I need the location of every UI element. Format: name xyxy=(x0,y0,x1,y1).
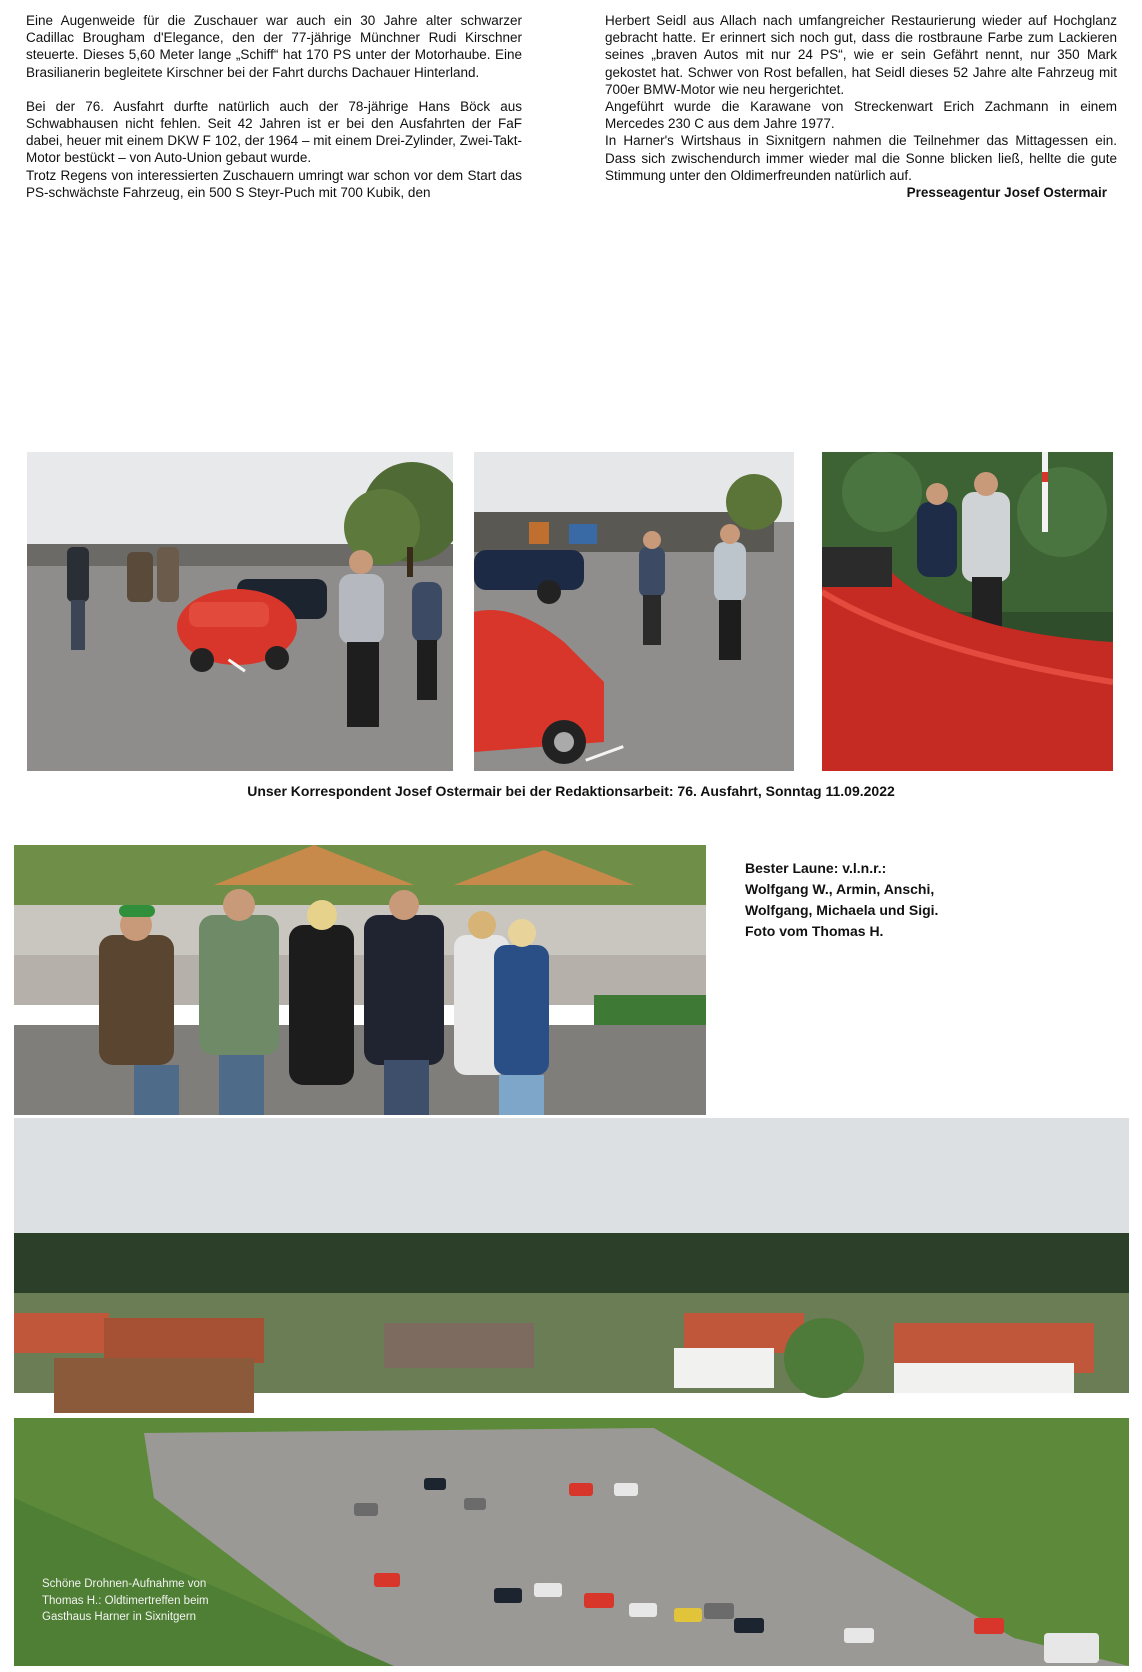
caption-line: Bester Laune: v.l.n.r.: xyxy=(745,860,887,876)
caption-line: Wolfgang W., Armin, Anschi, xyxy=(745,881,935,897)
photo-participants-by-car xyxy=(474,452,794,771)
photo-group-friends xyxy=(14,845,706,1115)
article-left-column xyxy=(26,12,522,201)
article-paragraph: Eine Augenweide für die Zuschauer war auch ein 30 Jahre alter schwarzer Cadillac Brougham d'Elegance, den der 77-jährige Münchner Rudi Kirschner steuerte. Dieses 5,60 Meter lange „Schiff“ hat 170 PS unter der Motorhaube. Eine Brasilianerin begleitete Kirschner bei der Fahrt durchs Dachauer Hinterland. xyxy=(26,13,522,80)
caption-line: Wolfgang, Michaela und Sigi. xyxy=(745,902,939,918)
caption-line: Gasthaus Harner in Sixnitgern xyxy=(42,1611,197,1623)
article-paragraph: Bei der 76. Ausfahrt durfte natürlich auch der 78-jährige Hans Böck aus Schwabhausen nicht fehlen. Seit 42 Jahren ist er bei den Ausfahrten der FaF dabei, heuer mit einem DKW F 102, der 1964 – mit einem Drei-Zylinder, Zwei-Takt-Motor bestückt – von Auto-Union gebaut wurde. xyxy=(26,98,522,166)
caption-line: Schöne Drohnen-Aufnahme von xyxy=(42,1578,207,1590)
article-paragraph: Trotz Regens von interessierten Zuschauern umringt war schon vor dem Start das PS-schwächste Fahrzeug, ein 500 S Steyr-Puch mit 700 Kubik, den xyxy=(26,167,522,200)
photo-row-caption: Unser Korrespondent Josef Ostermair bei der Redaktionsarbeit: 76. Ausfahrt, Sonntag 11.09.2022 xyxy=(247,783,895,799)
article-paragraph: Angeführt wurde die Karawane von Streckenwart Erich Zachmann in einem Mercedes 230 C aus dem Jahre 1977. xyxy=(605,99,1117,132)
drone-photo-caption xyxy=(42,1576,209,1626)
article-paragraph: Herbert Seidl aus Allach nach umfangreicher Restaurierung wieder auf Hochglanz gebracht hatte. Er erinnert sich noch gut, dass die rostbraune Farbe zum Lackieren seines „braven Autos mit nur 24 PS“, wie er sein Gefährt nennt, nur 350 Mark gekostet hat. Schwer von Rost befallen, hat Seidl dieses 52 Jahre alte Fahrzeug mit 700er BMW-Motor wie neu hergerichtet. xyxy=(605,13,1117,97)
caption-line: Thomas H.: Oldtimertreffen beim xyxy=(42,1594,209,1607)
press-signature: Presseagentur Josef Ostermair xyxy=(906,185,1107,201)
article-right-column xyxy=(605,12,1117,201)
group-photo-caption xyxy=(745,858,938,942)
caption-line: Foto vom Thomas H. xyxy=(745,923,884,939)
photo-men-by-red-hood xyxy=(822,452,1113,771)
photo-parking-lot-red-car xyxy=(27,452,453,771)
article-paragraph: In Harner's Wirtshaus in Sixnitgern nahmen die Teilnehmer das Mittagessen ein. Dass sich zwischendurch immer wieder mal die Sonne blicken ließ, hellte die gute Stimmung unter den Oldimerfreunden natürlich auf. xyxy=(605,133,1117,183)
